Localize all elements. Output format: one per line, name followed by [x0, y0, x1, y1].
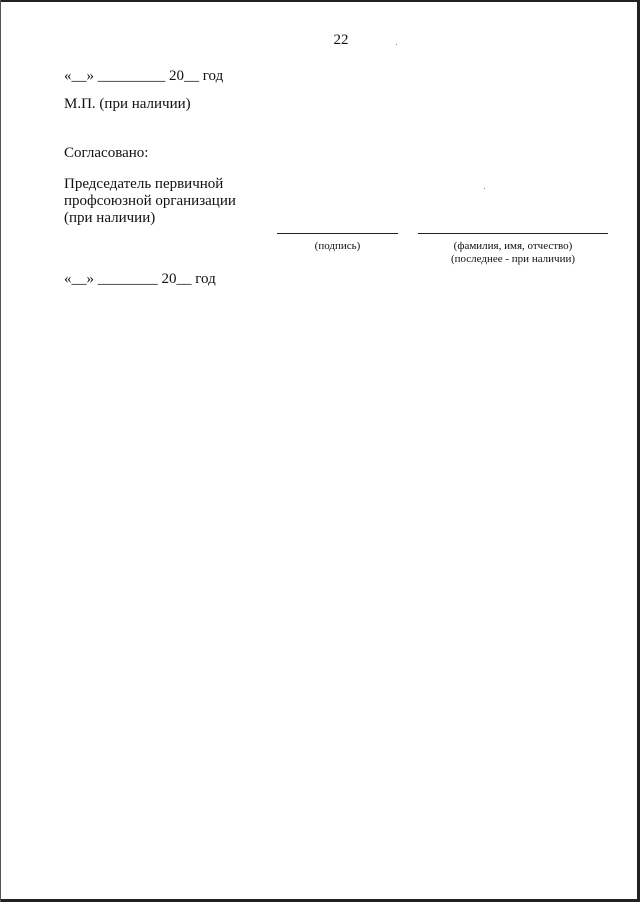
signature-line: [277, 233, 398, 234]
date-line-bottom: «__» ________ 20__ год: [64, 271, 216, 287]
scan-border-top: [0, 0, 640, 2]
page-number: 22: [333, 32, 349, 48]
signature-caption: (подпись): [314, 240, 361, 252]
chairman-title: [64, 176, 236, 227]
chairman-title-line-2: профсоюзной организации: [64, 193, 236, 209]
agreed-label: Согласовано:: [64, 145, 149, 161]
date-line-top: «__» _________ 20__ год: [64, 68, 224, 84]
name-line: [418, 233, 608, 234]
scan-border-left: [0, 0, 1, 902]
chairman-title-line-3: (при наличии): [64, 210, 156, 226]
name-caption-line-2: (последнее - при наличии): [450, 253, 576, 265]
scan-speck: [396, 44, 397, 45]
name-caption-line-1: (фамилия, имя, отчество): [453, 240, 573, 252]
chairman-title-line-1: Председатель первичной: [64, 176, 224, 192]
name-caption: [418, 240, 608, 266]
seal-note: М.П. (при наличии): [64, 96, 191, 112]
scan-speck: [484, 188, 485, 189]
